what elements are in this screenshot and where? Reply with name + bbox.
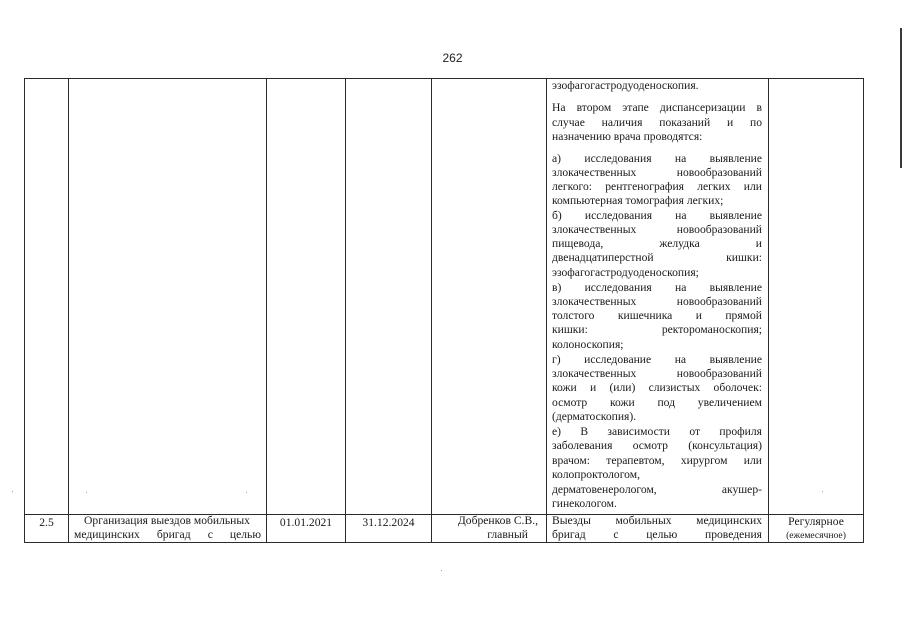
end-date: 31.12.2024 xyxy=(362,516,415,529)
scan-speck xyxy=(441,570,442,571)
cont-line-10: злокачественных новообразований xyxy=(552,223,762,236)
result-line-2: бригад с целью проведения xyxy=(552,528,762,541)
cont-line-4: назначению врача проводятся: xyxy=(552,130,703,143)
table-col-border-1 xyxy=(68,78,69,543)
cont-line-11: пищевода, желудка и xyxy=(552,237,762,250)
cont-line-17: кишки: ректороманоскопия; xyxy=(552,323,762,336)
responsible-line-2: главный xyxy=(487,528,528,541)
start-date: 01.01.2021 xyxy=(279,516,333,529)
frequency-note: (ежемесячное) xyxy=(786,530,846,541)
cont-line-25: заболевания осмотр (консультация) xyxy=(552,439,762,452)
scan-speck xyxy=(12,491,13,492)
cont-line-22: осмотр кожи под увеличением xyxy=(552,396,762,409)
cont-line-5: а) исследования на выявление xyxy=(552,152,762,165)
table-col-border-7 xyxy=(863,78,864,543)
responsible-line-1: Добренков С.В., xyxy=(457,514,538,527)
table-col-border-0 xyxy=(24,78,25,543)
cont-line-6: злокачественных новообразований xyxy=(552,166,762,179)
cont-line-24: е) В зависимости от профиля xyxy=(552,425,762,438)
scan-speck xyxy=(86,492,87,493)
cont-line-20: злокачественных новообразований xyxy=(552,367,762,380)
table-col-border-6 xyxy=(768,78,769,543)
scan-speck xyxy=(822,491,823,492)
cont-line-27: колопроктологом, xyxy=(552,468,640,481)
cont-line-15: злокачественных новообразований xyxy=(552,295,762,308)
table-col-border-3 xyxy=(345,78,346,543)
event-line-1: Организация выездов мобильных xyxy=(84,514,250,527)
cont-line-7: легкого: рентгенография легких или xyxy=(552,180,762,193)
page-number: 262 xyxy=(442,51,463,65)
cont-line-21: кожи и (или) слизистых оболочек: xyxy=(552,381,762,394)
table-col-border-4 xyxy=(431,78,432,543)
cont-line-1: эзофагогастродуоденоскопия. xyxy=(552,79,699,92)
table-col-border-2 xyxy=(266,78,267,543)
cont-line-28: дерматовенерологом, акушер- xyxy=(552,483,762,496)
frequency: Регулярное xyxy=(788,515,844,528)
cont-line-8: компьютерная томография легких; xyxy=(552,194,724,207)
cont-line-16: толстого кишечника и прямой xyxy=(552,309,762,322)
binding-edge-mark xyxy=(900,28,902,168)
cont-line-29: гинекологом. xyxy=(552,497,617,510)
cont-line-3: случае наличия показаний и по xyxy=(552,116,762,129)
cont-line-9: б) исследования на выявление xyxy=(552,209,762,222)
scan-speck xyxy=(246,492,247,493)
event-line-2: медицинских бригад с целью xyxy=(74,528,261,541)
cont-line-23: (дерматоскопия). xyxy=(552,410,637,423)
cont-line-14: в) исследования на выявление xyxy=(552,281,762,294)
table-col-border-5 xyxy=(546,78,547,543)
cont-line-12: двенадцатиперстной кишки: xyxy=(552,251,762,264)
cont-line-13: эзофагогастродуоденоскопия; xyxy=(552,266,699,279)
cont-line-18: колоноскопия; xyxy=(552,338,624,351)
table-border-bottom xyxy=(24,542,864,543)
cont-line-19: г) исследование на выявление xyxy=(552,353,762,366)
row-number: 2.5 xyxy=(39,516,54,529)
result-line-1: Выезды мобильных медицинских xyxy=(552,514,762,527)
cont-line-2: На втором этапе диспансеризации в xyxy=(552,101,762,114)
cont-line-26: врачом: терапевтом, хирургом или xyxy=(552,454,762,467)
